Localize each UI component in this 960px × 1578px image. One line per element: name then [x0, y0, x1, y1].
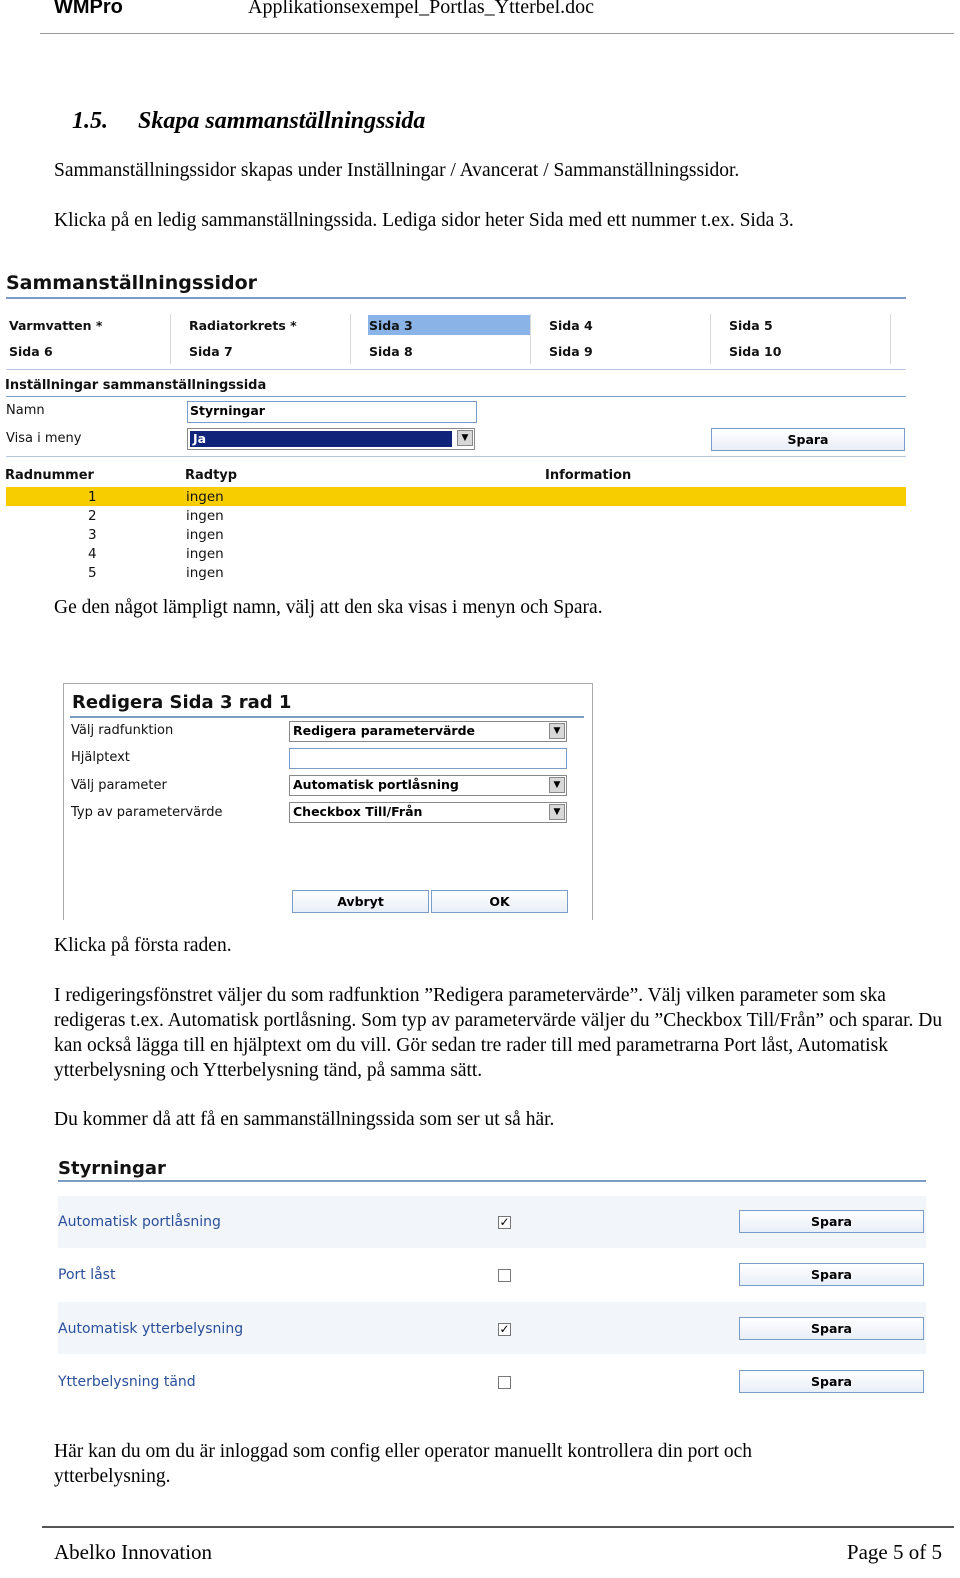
- summary-pages-title: Sammanställningssidor: [6, 272, 258, 294]
- page-header: [40, 0, 954, 34]
- grid-separator: [890, 314, 891, 364]
- grid-rule: [6, 369, 906, 370]
- menu-select-value: Ja: [190, 431, 452, 447]
- checkbox-unchecked-icon[interactable]: [498, 1376, 511, 1389]
- checkbox-checked-icon[interactable]: ✓: [499, 1215, 510, 1229]
- menu-label: Visa i meny: [6, 431, 82, 446]
- help-text-input[interactable]: [289, 748, 567, 769]
- row-type[interactable]: ingen: [186, 489, 224, 505]
- controls-page-panel: [56, 1150, 928, 1410]
- cancel-button[interactable]: Avbryt: [292, 890, 429, 913]
- row-number[interactable]: 3: [88, 527, 97, 543]
- edit-dialog-title: Redigera Sida 3 rad 1: [72, 692, 292, 713]
- footer-company: Abelko Innovation: [54, 1540, 213, 1564]
- ok-button[interactable]: OK: [431, 890, 568, 913]
- value-type-value: Checkbox Till/Från: [293, 804, 423, 819]
- row-function-select[interactable]: [289, 721, 567, 742]
- row-type[interactable]: ingen: [186, 527, 224, 543]
- header-brand: WMPro: [54, 0, 123, 18]
- checkbox-unchecked-icon[interactable]: [498, 1269, 511, 1282]
- chevron-down-icon[interactable]: ▼: [549, 777, 565, 793]
- col-row-number: Radnummer: [5, 468, 94, 483]
- checkbox-checked-icon[interactable]: ✓: [499, 1322, 510, 1336]
- col-row-type: Radtyp: [185, 468, 238, 483]
- value-type-label: Typ av parametervärde: [71, 805, 223, 820]
- grid-separator: [170, 314, 171, 364]
- control-row-label: Ytterbelysning tänd: [58, 1374, 196, 1390]
- row-function-label: Välj radfunktion: [71, 723, 174, 738]
- control-row-label: Automatisk ytterbelysning: [58, 1321, 244, 1337]
- show-in-menu-select[interactable]: [187, 428, 475, 450]
- footer-rule: [42, 1526, 954, 1528]
- chevron-down-icon[interactable]: ▼: [457, 430, 473, 446]
- section-number: 1.5.: [72, 108, 108, 134]
- page-link-sida-7[interactable]: Sida 7: [189, 344, 233, 359]
- row-type[interactable]: ingen: [186, 508, 224, 524]
- row-type[interactable]: ingen: [186, 565, 224, 581]
- paragraph-5: I redigeringsfönstret väljer du som radfunktion ”Redigera parametervärde”. Välj vilken parameter som ska redigeras t.ex. Automatisk portlåsning. Som typ av parametervärde väljer du ”Checkbox Till/Från” och sparar. Du kan också lägga till en hjälptext om du vill. Gör sedan tre rader till med parametrarna Port låst, Automatisk ytterbelysning och Ytterbelysning tänd, på samma sätt.: [54, 985, 943, 1081]
- value-type-select[interactable]: [289, 802, 567, 823]
- settings-bottom-rule: [6, 456, 906, 457]
- page-link-sida-9[interactable]: Sida 9: [549, 344, 593, 359]
- paragraph-3: Ge den något lämpligt namn, välj att den ska visas i menyn och Spara.: [54, 597, 603, 618]
- page-link-sida-10[interactable]: Sida 10: [729, 344, 782, 359]
- page-link-sida-5[interactable]: Sida 5: [729, 318, 773, 333]
- page-link-sida-4[interactable]: Sida 4: [549, 318, 593, 333]
- help-text-label: Hjälptext: [71, 750, 130, 765]
- paragraph-4: Klicka på första raden.: [54, 935, 232, 956]
- row-number[interactable]: 4: [88, 546, 97, 562]
- settings-title: Inställningar sammanställningssida: [5, 378, 267, 393]
- row-save-button[interactable]: Spara: [739, 1263, 924, 1286]
- parameter-label: Välj parameter: [71, 778, 167, 793]
- section-heading: [72, 108, 425, 135]
- parameter-value: Automatisk portlåsning: [293, 777, 459, 792]
- row-number[interactable]: 2: [88, 508, 97, 524]
- grid-separator: [350, 314, 351, 364]
- name-label: Namn: [6, 403, 45, 418]
- dialog-title-rule: [70, 716, 584, 718]
- paragraph-2: Klicka på en ledig sammanställningssida. Lediga sidor heter Sida med ett nummer t.ex. Sida 3.: [54, 210, 794, 231]
- footer-page-number: Page 5 of 5: [846, 1540, 942, 1564]
- page-link-sida-6[interactable]: Sida 6: [9, 344, 53, 359]
- page-link-sida-8[interactable]: Sida 8: [369, 344, 413, 359]
- save-button[interactable]: Spara: [711, 428, 905, 451]
- paragraph-7: Här kan du om du är inloggad som config eller operator manuellt kontrollera din port och ytterbelysning.: [54, 1441, 753, 1487]
- summary-pages-panel: [0, 262, 912, 580]
- control-row-label: Automatisk portlåsning: [58, 1214, 221, 1230]
- row-function-value: Redigera parametervärde: [293, 723, 475, 738]
- header-filename: Applikationsexempel_Portlas_Ytterbel.doc: [248, 0, 595, 18]
- row-save-button[interactable]: Spara: [739, 1317, 924, 1340]
- settings-rule: [6, 396, 906, 397]
- page-link-sida-3[interactable]: Sida 3: [369, 318, 413, 333]
- page-link-radiatorkrets[interactable]: Radiatorkrets *: [189, 318, 297, 333]
- title-rule: [6, 297, 906, 299]
- grid-separator: [530, 314, 531, 364]
- paragraph-6: Du kommer då att få en sammanställningssida som ser ut så här.: [54, 1109, 555, 1130]
- row-number[interactable]: 1: [88, 489, 97, 505]
- section-title: Skapa sammanställningssida: [138, 108, 426, 134]
- row-number[interactable]: 5: [88, 565, 97, 581]
- selected-row-highlight: [6, 487, 906, 506]
- col-information: Information: [545, 468, 632, 483]
- row-type[interactable]: ingen: [186, 546, 224, 562]
- controls-page-title: Styrningar: [58, 1158, 166, 1179]
- grid-separator: [710, 314, 711, 364]
- paragraph-1: Sammanställningssidor skapas under Inställningar / Avancerat / Sammanställningssidor.: [54, 160, 740, 181]
- page-link-varmvatten[interactable]: Varmvatten *: [9, 318, 103, 333]
- name-input[interactable]: Styrningar: [187, 401, 477, 423]
- controls-title-rule: [58, 1180, 926, 1182]
- chevron-down-icon[interactable]: ▼: [549, 804, 565, 820]
- edit-row-dialog: [63, 683, 593, 920]
- chevron-down-icon[interactable]: ▼: [549, 723, 565, 739]
- row-save-button[interactable]: Spara: [739, 1210, 924, 1233]
- parameter-select[interactable]: [289, 775, 567, 796]
- row-save-button[interactable]: Spara: [739, 1370, 924, 1393]
- control-row-label: Port låst: [58, 1267, 116, 1283]
